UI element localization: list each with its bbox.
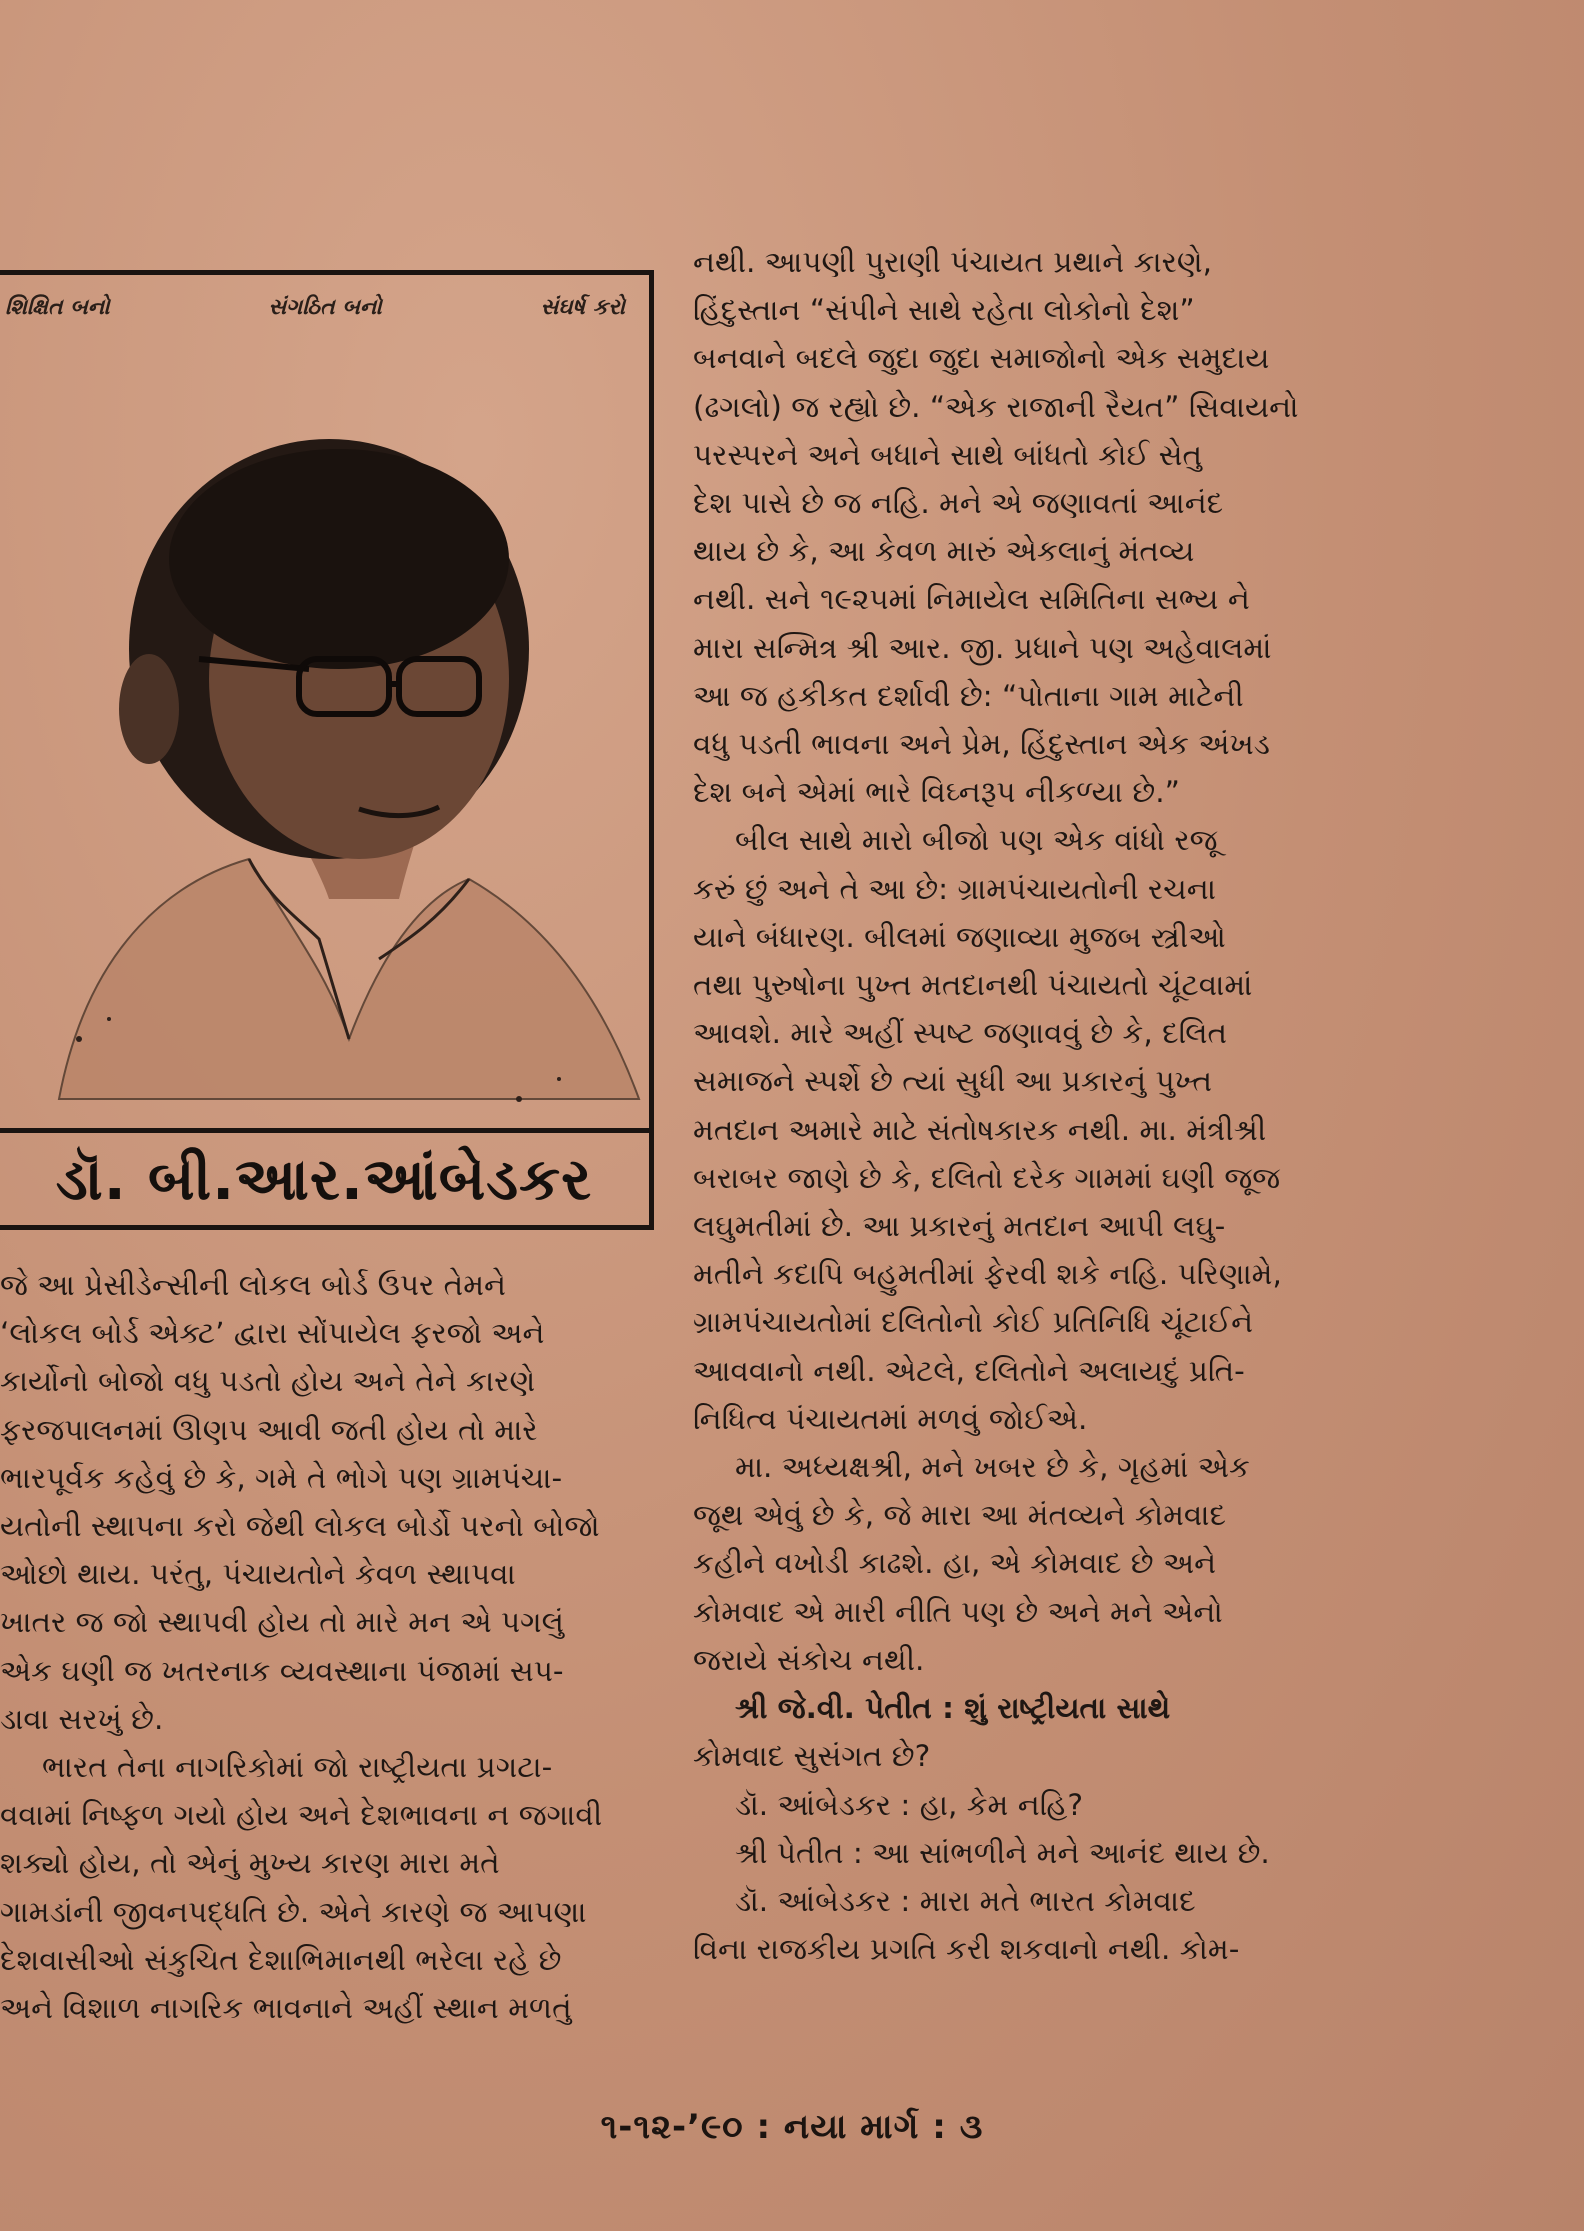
text-line: આ જ હકીકત દર્શાવી છે: “પોતાના ગામ માટેની (693, 678, 1244, 713)
photo-box (0, 270, 654, 1230)
text-line: શક્યો હોય, તો એનું મુખ્ય કારણ મારા મતે (0, 1846, 500, 1881)
text-line: શ્રી જે.વી. પેતીત : શું રાષ્ટ્રીયતા સાથે (735, 1691, 1171, 1726)
text-line: (ઢગલો) જ રહ્યો છે. “એક રાજાની રૈયત” સિવાયનો (693, 389, 1299, 424)
text-line: કરું છું અને તે આ છે: ગ્રામપંચાયતોની રચના (693, 871, 1216, 906)
text-line: એક ઘણી જ ખતરનાક વ્યવસ્થાના પંજામાં સપ- (0, 1653, 564, 1688)
text-line: નથી. આપણી પુરાણી પંચાયત પ્રથાને કારણે, (693, 245, 1212, 279)
text-line: કોમવાદ સુસંગત છે? (693, 1739, 931, 1774)
text-line: ભારત તેના નાગરિકોમાં જો રાષ્ટ્રીયતા પ્રગટા- (42, 1750, 553, 1785)
text-line: મતદાન અમારે માટે સંતોષકારક નથી. મા. મંત્રીશ્રી (693, 1112, 1267, 1147)
text-line: વવામાં નિષ્ફળ ગયો હોય અને દેશભાવના ન જગાવી (0, 1798, 603, 1833)
text-line: કહીને વખોડી કાઢશે. હા, એ કોમવાદ છે અને (693, 1546, 1217, 1581)
text-line: મા. અધ્યક્ષશ્રી, મને ખબર છે કે, ગૃહમાં એક (735, 1450, 1250, 1485)
text-line: ઓછો થાય. પરંતુ, પંચાયતોને કેવળ સ્થાપવા (0, 1557, 516, 1592)
text-line: તથા પુરુષોના પુખ્ત મતદાનથી પંચાયતો ચૂંટવામાં (693, 968, 1253, 1003)
text-line: વધુ પડતી ભાવના અને પ્રેમ, હિંદુસ્તાન એક અંખડ (693, 727, 1270, 762)
text-line: દેશવાસીઓ સંકુચિત દેશાભિમાનથી ભરેલા રહે છે (0, 1942, 562, 1977)
text-line: આવશે. મારે અહીં સ્પષ્ટ જણાવવું છે કે, દલિત (693, 1016, 1228, 1051)
text-line: કાર્યોનો બોજો વધુ પડતો હોય અને તેને કારણે (0, 1364, 536, 1399)
text-line: જે આ પ્રેસીડેન્સીની લોકલ બોર્ડ ઉપર તેમને (0, 1268, 507, 1302)
slogan-educate: શિક્ષિત બનો (5, 294, 110, 320)
text-line: થાય છે કે, આ કેવળ મારું એકલાનું મંતવ્ય (693, 534, 1195, 569)
text-line: ‘લોકલ બોર્ડ એક્ટ’ દ્વારા સોંપાયેલ ફરજો અને (0, 1316, 545, 1351)
text-line: મતીને કદાપિ બહુમતીમાં ફેરવી શકે નહિ. પરિણામે, (693, 1257, 1282, 1292)
text-line: ગ્રામપંચાયતોમાં દલિતોનો કોઈ પ્રતિનિધિ ચૂંટાઈને (693, 1305, 1254, 1340)
text-line: હિંદુસ્તાન “સંપીને સાથે રહેતા લોકોનો દેશ” (693, 293, 1195, 328)
text-line: સમાજને સ્પર્શે છે ત્યાં સુધી આ પ્રકારનું પુખ્ત (693, 1064, 1213, 1099)
text-line: વિના રાજકીય પ્રગતિ કરી શકવાનો નથી. કોમ- (693, 1932, 1240, 1967)
page-footer: ૧-૧૨-’૯૦ : નયા માર્ગ : ૩ (600, 2107, 984, 2147)
text-line: પરસ્પરને અને બધાને સાથે બાંધતો કોઈ સેતુ (693, 437, 1203, 472)
text-line: નિધિત્વ પંચાયતમાં મળવું જોઈએ. (693, 1401, 1088, 1436)
text-line: અને વિશાળ નાગરિક ભાવનાને અહીં સ્થાન મળતું (0, 1991, 572, 2026)
text-line: યતોની સ્થાપના કરો જેથી લોકલ બોર્ડો પરનો બોજો (0, 1509, 600, 1544)
portrait-sketch (0, 339, 649, 1119)
text-line: આવવાનો નથી. એટલે, દલિતોને અલાયદું પ્રતિ- (693, 1353, 1245, 1388)
text-line: ફરજપાલનમાં ઊણપ આવી જતી હોય તો મારે (0, 1412, 538, 1447)
text-line: શ્રી પેતીત : આ સાંભળીને મને આનંદ થાય છે. (735, 1835, 1270, 1870)
text-line: દેશ પાસે છે જ નહિ. મને એ જણાવતાં આનંદ (693, 486, 1224, 521)
left-text-column (0, 1261, 655, 2032)
text-line: કોમવાદ એ મારી નીતિ પણ છે અને મને એનો (693, 1594, 1223, 1629)
text-line: ડૉ. આંબેડકર : મારા મતે ભારત કોમવાદ (735, 1883, 1196, 1918)
text-line: બરાબર જાણે છે કે, દલિતો દરેક ગામમાં ઘણી જૂજ (693, 1160, 1281, 1195)
text-line: ખાતર જ જો સ્થાપવી હોય તો મારે મન એ પગલું (0, 1605, 564, 1640)
text-line: જૂથ એવું છે કે, જે મારા આ મંતવ્યને કોમવાદ (693, 1498, 1227, 1533)
text-line: યાને બંધારણ. બીલમાં જણાવ્યા મુજબ સ્ત્રીઓ (693, 919, 1226, 954)
text-line: બનવાને બદલે જુદા જુદા સમાજોનો એક સમુદાય (693, 341, 1270, 376)
text-line: જરાયે સંકોચ નથી. (693, 1642, 925, 1677)
text-line: નથી. સને ૧૯૨૫માં નિમાયેલ સમિતિના સભ્ય ને (693, 582, 1250, 617)
text-line: ડાવા સરખું છે. (0, 1701, 164, 1736)
text-line: ભારપૂર્વક કહેવું છે કે, ગમે તે ભોગે પણ ગ્રામપંચા- (0, 1460, 563, 1495)
text-line: લઘુમતીમાં છે. આ પ્રકારનું મતદાન આપી લઘુ- (693, 1209, 1226, 1244)
text-line: દેશ બને એમાં ભારે વિઘ્નરૂપ નીકળ્યા છે.” (693, 775, 1180, 810)
photo-caption: ડૉ. બી.આર.આંબેડકર (0, 1128, 649, 1225)
slogan-organize: સંગઠિત બનો (268, 294, 382, 320)
slogan-agitate: સંઘર્ષ કરો (540, 294, 625, 320)
text-line: મારા સન્મિત્ર શ્રી આર. જી. પ્રધાને પણ અહેવાલમાં (693, 630, 1272, 665)
right-text-column (693, 238, 1373, 1973)
slogan-strip (0, 275, 649, 339)
text-line: બીલ સાથે મારો બીજો પણ એક વાંધો રજૂ (735, 823, 1218, 858)
text-line: ડૉ. આંબેડકર : હા, કેમ નહિ? (735, 1787, 1084, 1822)
text-line: ગામડાંની જીવનપદ્ધતિ છે. એને કારણે જ આપણા (0, 1894, 587, 1929)
